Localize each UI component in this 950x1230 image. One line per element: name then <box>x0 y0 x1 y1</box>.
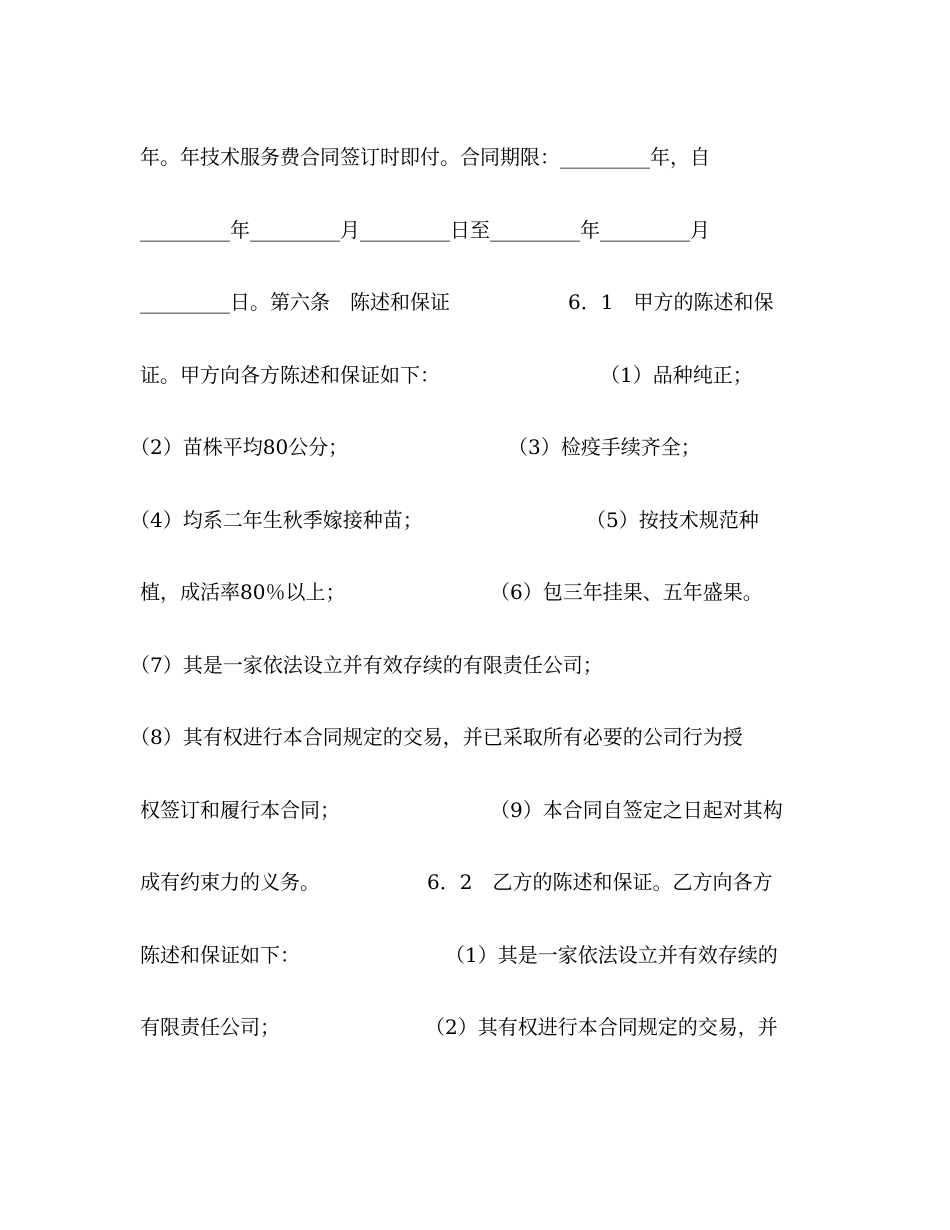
text-line <box>140 1012 820 1042</box>
text-line <box>140 940 820 970</box>
text-segment: （7）其是一家依法设立并有效存续的有限责任公司； <box>130 653 603 677</box>
text-segment: 植，成活率80％以上； <box>140 580 346 604</box>
text-segment: 陈述和保证如下： <box>140 943 300 967</box>
text-line <box>140 287 820 317</box>
text-line <box>140 867 820 897</box>
text-segment: （9）本合同自签定之日起对其构 <box>490 798 783 822</box>
text-segment: （1）品种纯正； <box>600 363 753 387</box>
text-segment: 6．2 乙方的陈述和保证。乙方向各方 <box>427 870 773 894</box>
text-segment: 年。年技术服务费合同签订时即付。合同期限：_________年，自 <box>140 145 710 169</box>
text-segment: 成有约束力的义务。 <box>140 870 320 894</box>
text-segment: （2）苗株平均80公分； <box>130 435 349 459</box>
text-segment: 证。甲方向各方陈述和保证如下： <box>140 363 440 387</box>
text-line <box>130 722 820 752</box>
text-segment: （4）均系二年生秋季嫁接种苗； <box>130 508 423 532</box>
text-line <box>140 360 820 390</box>
text-line <box>130 650 820 680</box>
text-line <box>140 142 820 172</box>
text-segment: 权签订和履行本合同； <box>140 798 340 822</box>
text-segment: （1）其是一家依法设立并有效存续的 <box>445 943 778 967</box>
text-segment: _________日。第六条 陈述和保证 <box>140 290 450 314</box>
text-segment: _________年_________月_________日至_________年_________月 <box>140 218 710 242</box>
text-segment: （3）检疫手续齐全； <box>508 435 701 459</box>
text-line <box>140 215 820 245</box>
text-segment: （8）其有权进行本合同规定的交易，并已采取所有必要的公司行为授 <box>130 725 743 749</box>
text-segment: （5）按技术规范种 <box>586 508 759 532</box>
text-line <box>140 795 820 825</box>
text-segment: 6．1 甲方的陈述和保 <box>568 290 774 314</box>
text-segment: 有限责任公司； <box>140 1015 280 1039</box>
text-line <box>140 577 820 607</box>
text-segment: （6）包三年挂果、五年盛果。 <box>490 580 763 604</box>
text-segment: （2）其有权进行本合同规定的交易，并 <box>425 1015 778 1039</box>
text-line <box>130 505 820 535</box>
text-line <box>130 432 820 462</box>
